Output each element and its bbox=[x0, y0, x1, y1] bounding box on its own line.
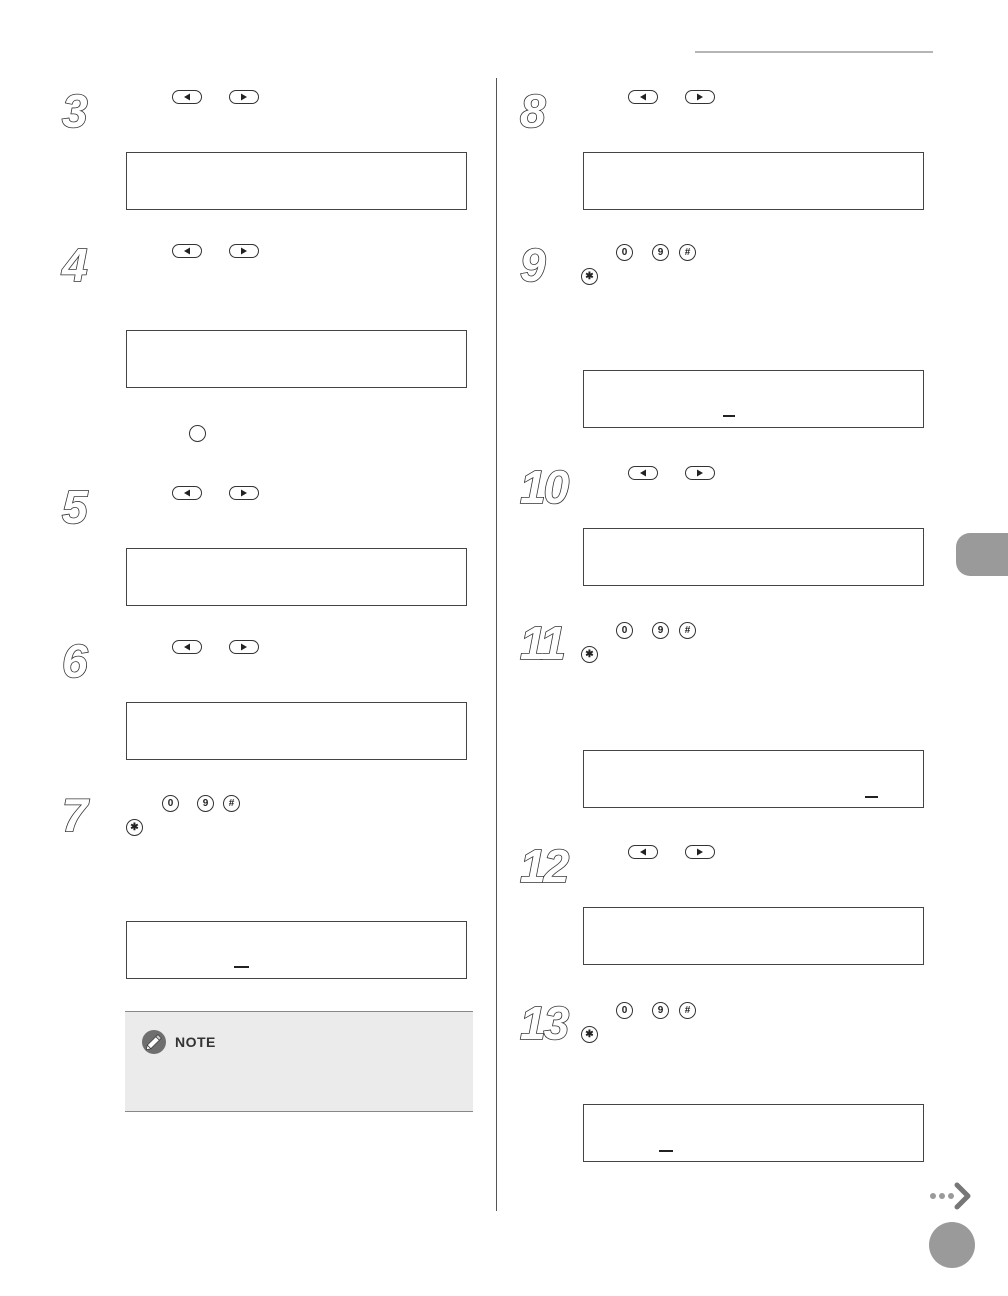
key-star[interactable]: ✱ bbox=[581, 268, 598, 285]
step-number-7: 7 bbox=[62, 789, 86, 841]
right-arrow-key[interactable] bbox=[229, 90, 259, 104]
lcd-cursor bbox=[723, 415, 735, 417]
chapter-tab bbox=[956, 533, 1008, 576]
lcd-display bbox=[583, 370, 924, 428]
note-box bbox=[125, 1011, 473, 1112]
left-arrow-icon bbox=[183, 489, 191, 497]
right-arrow-icon bbox=[696, 848, 704, 856]
key-hash[interactable]: # bbox=[679, 244, 696, 261]
lcd-display bbox=[126, 330, 467, 388]
step-number-8: 8 bbox=[520, 85, 544, 137]
lcd-display bbox=[583, 152, 924, 210]
note-label: NOTE bbox=[175, 1034, 216, 1050]
key-star[interactable]: ✱ bbox=[581, 646, 598, 663]
right-arrow-key[interactable] bbox=[229, 244, 259, 258]
right-arrow-icon bbox=[696, 93, 704, 101]
left-arrow-key[interactable] bbox=[628, 466, 658, 480]
lcd-cursor bbox=[659, 1150, 673, 1152]
step-number-4: 4 bbox=[62, 239, 86, 291]
header-rule bbox=[695, 51, 933, 53]
key-star[interactable]: ✱ bbox=[581, 1026, 598, 1043]
right-arrow-icon bbox=[240, 643, 248, 651]
right-arrow-key[interactable] bbox=[685, 90, 715, 104]
key-hash[interactable]: # bbox=[679, 622, 696, 639]
right-arrow-icon bbox=[240, 489, 248, 497]
left-arrow-icon bbox=[639, 469, 647, 477]
key-hash[interactable]: # bbox=[679, 1002, 696, 1019]
left-arrow-icon bbox=[639, 93, 647, 101]
key-0[interactable]: 0 bbox=[616, 1002, 633, 1019]
step-number-9: 9 bbox=[520, 239, 544, 291]
step-number-13: 13 bbox=[520, 997, 568, 1049]
left-arrow-key[interactable] bbox=[172, 244, 202, 258]
ok-key[interactable] bbox=[189, 425, 206, 442]
lcd-cursor bbox=[865, 796, 878, 798]
key-0[interactable]: 0 bbox=[162, 795, 179, 812]
left-arrow-key[interactable] bbox=[172, 90, 202, 104]
right-arrow-icon bbox=[696, 469, 704, 477]
lcd-display bbox=[583, 528, 924, 586]
left-arrow-icon bbox=[183, 643, 191, 651]
right-arrow-key[interactable] bbox=[685, 466, 715, 480]
left-arrow-key[interactable] bbox=[628, 845, 658, 859]
step-number-11: 11 bbox=[520, 617, 564, 669]
lcd-display bbox=[126, 548, 467, 606]
left-arrow-icon bbox=[639, 848, 647, 856]
lcd-display bbox=[583, 750, 924, 808]
left-arrow-key[interactable] bbox=[172, 640, 202, 654]
key-hash[interactable]: # bbox=[223, 795, 240, 812]
left-arrow-icon bbox=[183, 247, 191, 255]
key-0[interactable]: 0 bbox=[616, 622, 633, 639]
step-number-5: 5 bbox=[62, 481, 86, 533]
column-divider bbox=[496, 78, 497, 1211]
continue-arrow-icon bbox=[929, 1180, 977, 1212]
right-arrow-key[interactable] bbox=[229, 640, 259, 654]
step-number-12: 12 bbox=[520, 840, 568, 892]
lcd-display bbox=[583, 907, 924, 965]
step-number-3: 3 bbox=[62, 85, 86, 137]
left-arrow-key[interactable] bbox=[628, 90, 658, 104]
lcd-display bbox=[126, 921, 467, 979]
key-9[interactable]: 9 bbox=[652, 244, 669, 261]
key-9[interactable]: 9 bbox=[652, 1002, 669, 1019]
right-arrow-key[interactable] bbox=[229, 486, 259, 500]
key-star[interactable]: ✱ bbox=[126, 819, 143, 836]
key-0[interactable]: 0 bbox=[616, 244, 633, 261]
lcd-display bbox=[126, 152, 467, 210]
lcd-display bbox=[126, 702, 467, 760]
lcd-display bbox=[583, 1104, 924, 1162]
right-arrow-key[interactable] bbox=[685, 845, 715, 859]
step-number-10: 10 bbox=[520, 461, 568, 513]
pencil-icon bbox=[141, 1029, 169, 1055]
right-arrow-icon bbox=[240, 93, 248, 101]
key-9[interactable]: 9 bbox=[197, 795, 214, 812]
left-arrow-icon bbox=[183, 93, 191, 101]
key-9[interactable]: 9 bbox=[652, 622, 669, 639]
lcd-cursor bbox=[234, 966, 249, 968]
page-number-badge bbox=[929, 1222, 975, 1268]
right-arrow-icon bbox=[240, 247, 248, 255]
step-number-6: 6 bbox=[62, 635, 86, 687]
left-arrow-key[interactable] bbox=[172, 486, 202, 500]
